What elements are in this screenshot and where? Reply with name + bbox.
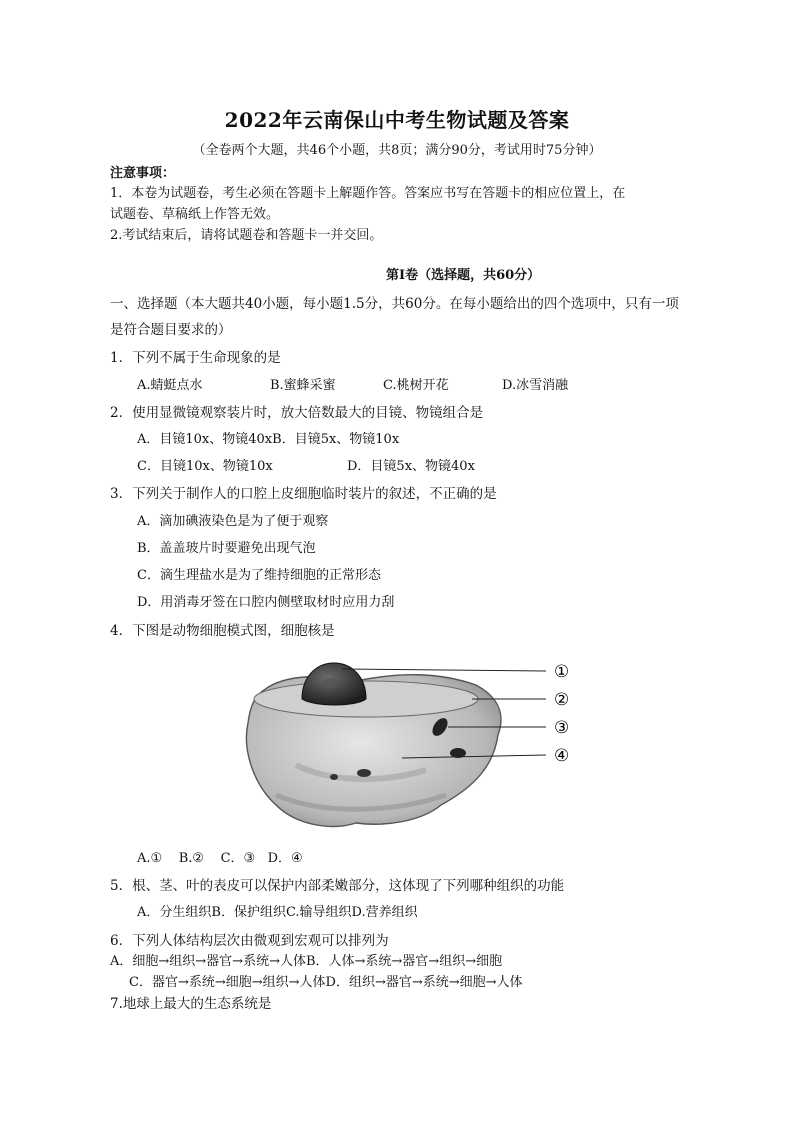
label-4: ④ [554,746,570,766]
q3-option-c: C．滴生理盐水是为了维持细胞的正常形态 [137,568,381,583]
q3-option-d: D．用消毒牙签在口腔内侧壁取材时应用力刮 [137,595,395,610]
notice-line-1: 1．本卷为试题卷，考生必须在答题卡上解题作答。答案应书写在答题卡的相应位置上，在 [110,186,626,201]
notice-heading: 注意事项： [110,166,176,181]
leader-line-1 [342,669,546,671]
q6-options-ab: A．细胞→组织→器官→系统→人体B．人体→系统→器官→组织→细胞 [110,954,503,969]
question-4-stem: 4．下图是动物细胞模式图，细胞核是 [110,623,335,639]
question-7-stem: 7.地球上最大的生态系统是 [110,996,272,1012]
question-5-stem: 5．根、茎、叶的表皮可以保护内部柔嫩部分，这体现了下列哪种组织的功能 [110,878,565,894]
section-intro-2: 是符合题目要求的） [110,322,232,338]
animal-cell-diagram [236,655,592,845]
question-6-stem: 6．下列人体结构层次由微观到宏观可以排列为 [110,933,389,949]
q2-option-d: D．目镜5x、物镜40x [347,459,475,474]
notice-line-1b: 试题卷、草稿纸上作答无效。 [110,207,280,222]
section-intro: 一、选择题（本大题共40小题，每小题1.5分，共60分。在每小题给出的四个选项中，只有一项 [110,296,679,312]
q3-option-b: B．盖盖玻片时要避免出现气泡 [137,541,316,556]
q1-option-c: C.桃树开花 [383,378,449,393]
q1-option-d: D.冰雪消融 [502,378,569,393]
q1-option-a: A.蜻蜓点水 [137,378,203,393]
question-2-stem: 2．使用显微镜观察装片时，放大倍数最大的目镜、物镜组合是 [110,405,484,421]
q2-option-c: C．目镜10x、物镜10x [137,459,273,474]
organelle-c [357,769,371,777]
question-3-stem: 3．下列关于制作人的口腔上皮细胞临时装片的叙述，不正确的是 [110,486,497,502]
question-1-stem: 1．下列不属于生命现象的是 [110,350,281,366]
q4-options: A.① B.② C．③ D．④ [137,851,303,866]
q3-option-a: A．滴加碘液染色是为了便于观察 [137,514,329,529]
page-title: 2022年云南保山中考生物试题及答案 [224,108,570,132]
q6-options-cd: C．器官→系统→细胞→组织→人体D．组织→器官→系统→细胞→人体 [129,975,523,990]
label-1: ① [554,662,570,682]
q2-option-ab: A．目镜10x、物镜40xB．目镜5x、物镜10x [137,432,400,447]
nucleolus [322,678,338,688]
label-3: ③ [554,718,570,738]
notice-line-2: 2.考试结束后，请将试题卷和答题卡一并交回。 [110,228,383,243]
label-2: ② [554,690,570,710]
organelle-d [330,774,338,780]
q5-options: A．分生组织B．保护组织C.输导组织D.营养组织 [137,905,418,920]
exam-info: （全卷两个大题，共46个小题，共8页；满分90分，考试用时75分钟） [192,143,602,158]
q1-option-b: B.蜜蜂采蜜 [270,378,336,393]
section-heading: 第Ⅰ卷（选择题，共60分） [386,268,541,283]
